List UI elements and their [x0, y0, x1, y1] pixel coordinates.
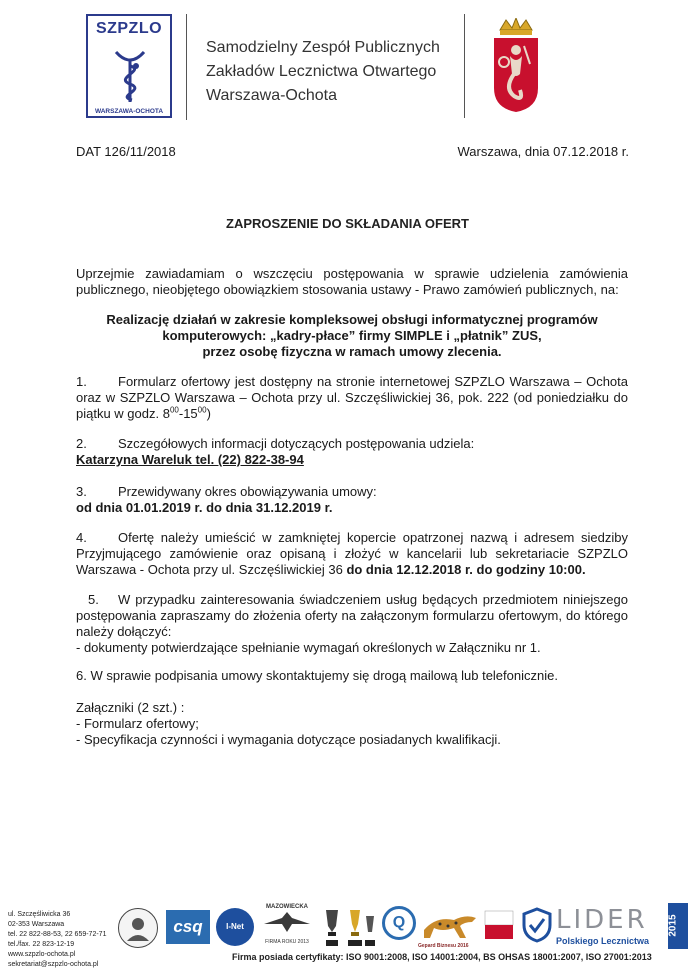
- szpzlo-logo: [86, 14, 172, 118]
- intro-paragraph: Uprzejmie zawiadamiam o wszczęciu postępowania w sprawie udzielenia zamówienia publicznego, nieobjętego obowiązkiem stosowania ustawy - Prawo zamówień publicznych, na:: [76, 266, 628, 297]
- item-bullet: - dokumenty potwierdzające spełnianie wymagań określonych w Załączniku nr 1.: [76, 640, 541, 655]
- item-text: W przypadku zainteresowania świadczeniem usług będących przedmiotem niniejszego postępowania zapraszamy do złożenia oferty na załączonym formularzu ofertowym, do którego należy dołączyć:: [76, 592, 628, 639]
- item-number: 3.: [76, 484, 87, 499]
- header-divider: [186, 14, 187, 120]
- attachments: [76, 700, 628, 748]
- shield-check-icon: [522, 907, 552, 943]
- attachment-item: - Specyfikacja czynności i wymagania dotyczące posiadanych kwalifikacji.: [76, 732, 501, 747]
- lider-year-badge: [668, 903, 688, 949]
- subject-line: komputerowych: „kadry-płace” firmy SIMPLE i „płatnik” ZUS,: [162, 328, 542, 343]
- item-number: 1.: [76, 374, 87, 389]
- cert-label: [262, 939, 312, 945]
- item-number: 5.: [88, 592, 99, 607]
- item-number: 4.: [76, 530, 87, 545]
- institution-line: Samodzielny Zespół Publicznych: [206, 39, 440, 56]
- item-text: Ofertę należy umieścić w zamkniętej kopercie opatrzonej nazwą i adresem siedziby Przyjmującego zamówienie oraz opisaną i złożyć w kancelarii lub sekretariacie SZPZLO Warszawa - Ochota przy ul. Szczęśliwickiej 36: [76, 530, 628, 577]
- inet-cert-icon: I-Net: [216, 908, 254, 946]
- logo-title: SZPZLO: [95, 20, 163, 37]
- item-2: [76, 436, 628, 468]
- item-text: -15: [178, 406, 198, 421]
- website-link[interactable]: www.szpzlo-ochota.pl: [8, 951, 76, 958]
- logo-subtitle: WARSZAWA-OCHOTA: [94, 108, 164, 115]
- item-4: [76, 530, 628, 578]
- hours-superscript: 00: [197, 405, 207, 415]
- subject-line: przez osobę fizyczna w ramach umowy zlecenia.: [202, 344, 502, 359]
- institution-line: Zakładów Lecznictwa Otwartego: [206, 63, 437, 80]
- subject-block: [76, 312, 628, 360]
- contract-period: od dnia 01.01.2019 r. do dnia 31.12.2019 r.: [76, 500, 333, 515]
- hours-superscript: 00: [169, 405, 179, 415]
- address-line: 02-353 Warszawa: [8, 921, 65, 928]
- cert-label: MAZOWIECKA: [266, 904, 308, 910]
- mazowiecka-firma-roku-icon: [262, 904, 312, 948]
- lider-polskiego-lecznictwa-logo: [520, 903, 688, 949]
- item-6: 6. W sprawie podpisania umowy skontaktujemy się drogą mailową lub telefonicznie.: [76, 668, 558, 683]
- attachment-item: - Formularz ofertowy;: [76, 716, 199, 731]
- document-date: Warszawa, dnia 07.12.2018 r.: [457, 144, 629, 159]
- address-line: ul. Szczęśliwicka 36: [8, 911, 71, 918]
- item-3: [76, 484, 628, 516]
- item-text: ): [206, 406, 211, 421]
- document-title: ZAPROSZENIE DO SKŁADANIA OFERT: [226, 216, 469, 231]
- lider-wordmark: LIDER: [556, 905, 648, 935]
- polish-flag-cert-icon: [484, 910, 514, 940]
- trophy-statuettes-icon: [320, 906, 376, 948]
- quality-q-cert-icon: Q: [382, 906, 416, 940]
- subject-line: Realizację działań w zakresie kompleksowej obsługi informatycznej programów: [106, 312, 598, 327]
- institution-name: [206, 36, 440, 108]
- portrait-medallion-icon: [118, 908, 158, 948]
- item-text: Szczegółowych informacji dotyczących postępowania udziela:: [118, 436, 475, 451]
- item-text: Przewidywany okres obowiązywania umowy:: [118, 484, 377, 499]
- gepard-label: Gepard Biznesu 2016: [418, 943, 469, 949]
- csq-cert-icon: csq: [166, 910, 210, 944]
- document-reference: DAT 126/11/2018: [76, 144, 176, 159]
- institution-line: Warszawa-Ochota: [206, 87, 337, 104]
- item-number: 2.: [76, 436, 87, 451]
- cert-label: FIRMA: [265, 939, 281, 945]
- address-line: tel./fax. 22 823-12-19: [8, 941, 75, 948]
- header-divider: [464, 14, 465, 118]
- email-link[interactable]: sekretariat@szpzlo-ochota.pl: [8, 961, 99, 968]
- contact-person: Katarzyna Wareluk tel. (22) 822-38-94: [76, 452, 304, 467]
- certificates-line: Firma posiada certyfikaty: ISO 9001:2008, ISO 14001:2004, BS OHSAS 18001:2007, ISO 27001:2013: [232, 952, 652, 962]
- address-line: tel. 22 822-88-53, 22 659-72-71: [8, 931, 107, 938]
- cert-label: ROKU 2013: [281, 939, 309, 945]
- footer-address: [8, 910, 106, 970]
- offer-deadline: do dnia 12.12.2018 r. do godziny 10:00.: [346, 562, 586, 577]
- warsaw-coat-of-arms-icon: [490, 18, 542, 114]
- attachments-heading: Załączniki (2 szt.) :: [76, 700, 185, 715]
- item-5: [76, 592, 628, 656]
- item-1: [76, 374, 628, 422]
- item-text: Formularz ofertowy jest dostępny na stronie internetowej SZPZLO Warszawa – Ochota oraz w SZPZLO Warszawa – Ochota przy ul. Szczęśliwickiej 36, pok. 222 (od poniedziałku do piątku w godz. 8: [76, 374, 628, 421]
- caduceus-icon: [106, 42, 154, 106]
- lider-year: 2015: [667, 914, 679, 937]
- gepard-biznesu-icon: [420, 906, 480, 942]
- lider-subtitle: Polskiego Lecznictwa: [556, 936, 650, 946]
